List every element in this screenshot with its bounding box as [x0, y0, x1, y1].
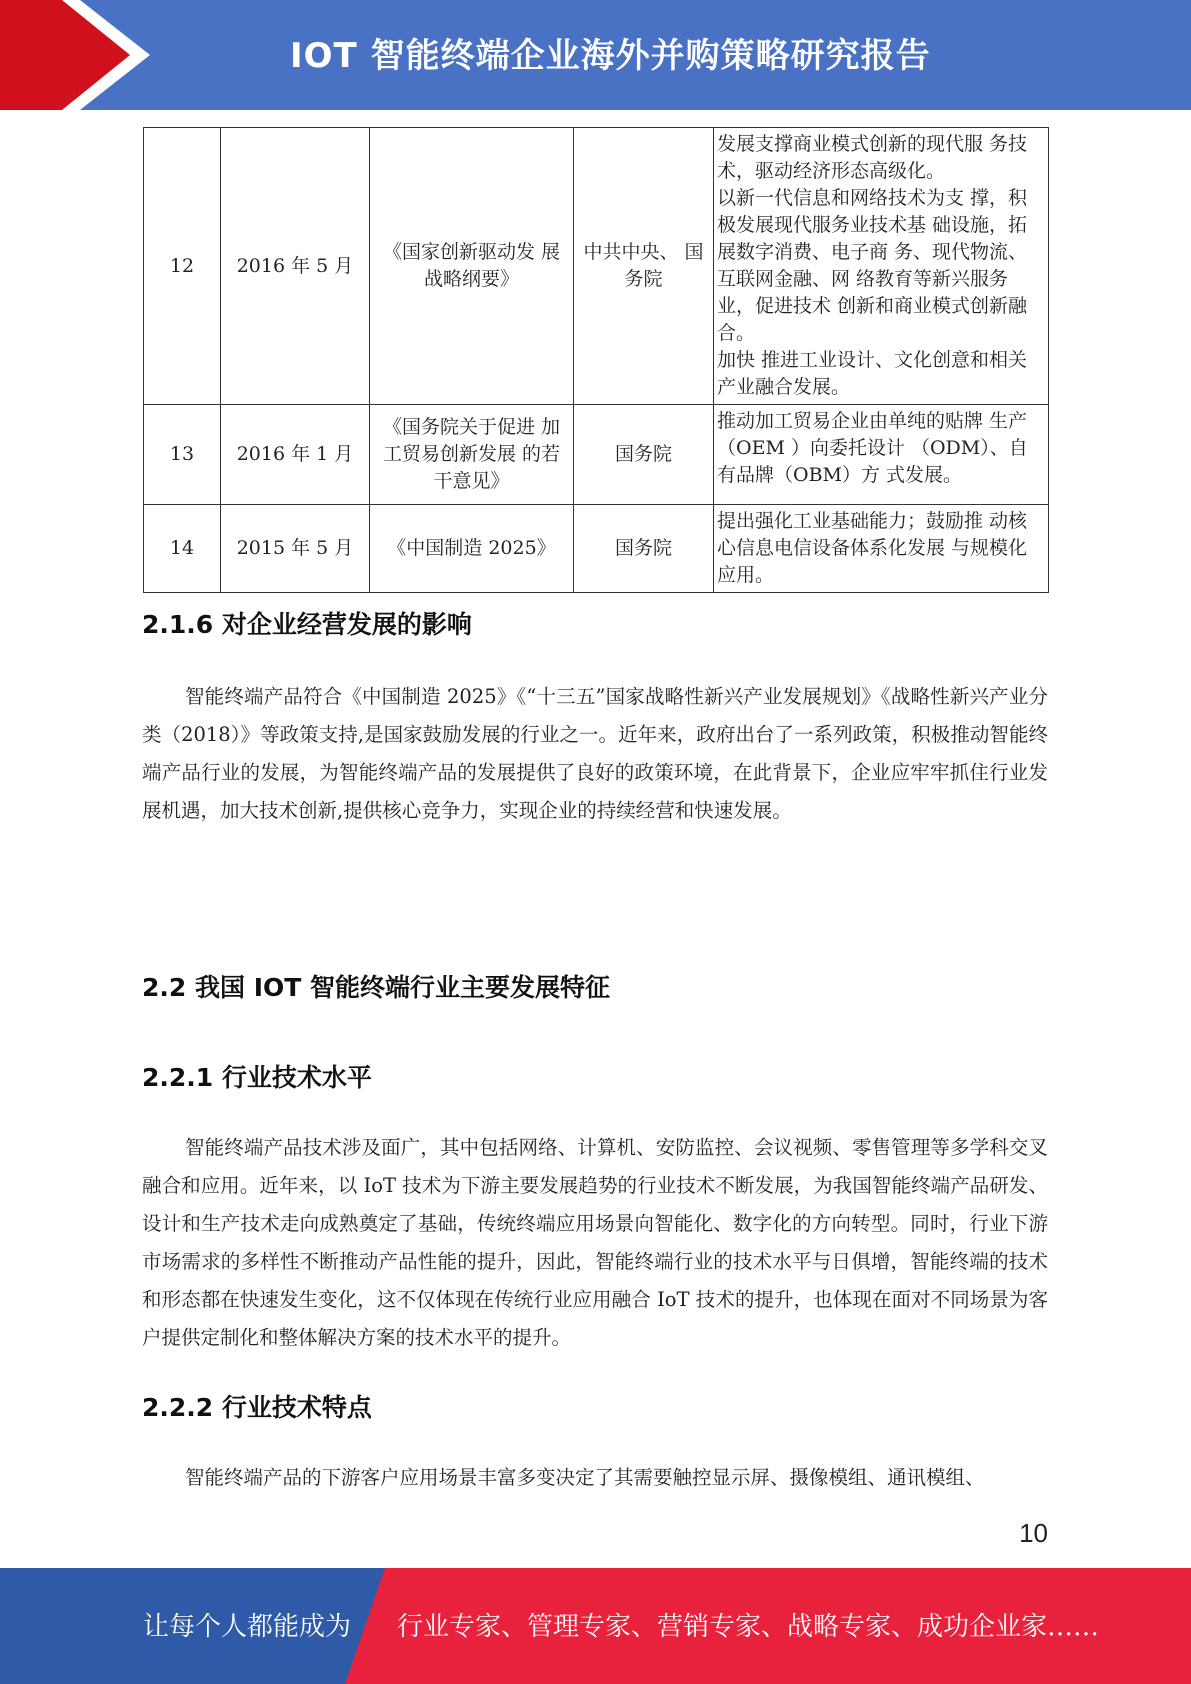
content-line: 发展支撑商业模式创新的现代服 务技术，驱动经济形态高级化。 — [717, 133, 1028, 182]
row-issuer: 国务院 — [574, 405, 714, 505]
table-row — [144, 505, 1049, 593]
section-heading-2-2-1: 2.2.1 行业技术水平 — [142, 1063, 372, 1092]
section-paragraph-2-1-6: 智能终端产品符合《中国制造 2025》《“十三五”国家战略性新兴产业发展规划》《战略性新兴产业分类（2018）》等政策支持,是国家鼓励发展的行业之一。近年来，政府出台了一系列政策，积极推动智能终端产品行业的发展，为智能终端产品的发展提供了良好的政策环境，在此背景下，企业应牢牢抓住行业发展机遇，加大技术创新,提供核心竞争力，实现企业的持续经营和快速发展。 — [142, 685, 1048, 822]
footer-slogan-left: 让每个人都能成为 — [143, 1612, 352, 1642]
content-line: 推动加工贸易企业由单纯的贴牌 生产（OEM ）向委托设计 （ODM）、自有品牌（OBM）方 式发展。 — [717, 410, 1028, 486]
report-title: IOT 智能终端企业海外并购策略研究报告 — [290, 36, 931, 76]
row-document: 《国务院关于促进 加工贸易创新发展 的若干意见》 — [370, 405, 574, 505]
section-paragraph-2-2-2: 智能终端产品的下游客户应用场景丰富多变决定了其需要触控显示屏、摄像模组、通讯模组、 — [185, 1466, 985, 1489]
section-heading-2-2: 2.2 我国 IOT 智能终端行业主要发展特征 — [142, 973, 611, 1002]
row-document: 《国家创新驱动发 展战略纲要》 — [370, 128, 574, 405]
section-heading-2-2-2: 2.2.2 行业技术特点 — [142, 1393, 372, 1422]
section-heading-2-1-6: 2.1.6 对企业经营发展的影响 — [142, 610, 472, 639]
row-content — [714, 128, 1049, 405]
content-line: 提出强化工业基础能力；鼓励推 动核心信息电信设备体系化发展 与规模化应用。 — [717, 510, 1028, 586]
page-number: 10 — [1019, 1518, 1048, 1548]
page-header — [0, 0, 1191, 110]
footer-slogan-right: 行业专家、管理专家、营销专家、战略专家、成功企业家…… — [397, 1612, 1100, 1642]
row-number: 14 — [144, 505, 221, 593]
row-number: 13 — [144, 405, 221, 505]
row-issuer: 中共中央、 国务院 — [574, 128, 714, 405]
row-content — [714, 505, 1049, 593]
row-issuer: 国务院 — [574, 505, 714, 593]
section-paragraph-2-2-1: 智能终端产品技术涉及面广，其中包括网络、计算机、安防监控、会议视频、零售管理等多学科交叉融合和应用。近年来，以 IoT 技术为下游主要发展趋势的行业技术不断发展，为我国智能终端产品研发、设计和生产技术走向成熟奠定了基础，传统终端应用场景向智能化、数字化的方向转型。同时，行业下游市场需求的多样性不断推动产品性能的提升，因此，智能终端行业的技术水平与日俱增，智能终端的技术和形态都在快速发生变化，这不仅体现在传统行业应用融合 IoT 技术的提升，也体现在面对不同场景为客户提供定制化和整体解决方案的技术水平的提升。 — [142, 1136, 1048, 1349]
table-row — [144, 405, 1049, 505]
row-document: 《中国制造 2025》 — [370, 505, 574, 593]
row-content — [714, 405, 1049, 505]
row-date: 2016 年 1 月 — [221, 405, 370, 505]
row-date: 2016 年 5 月 — [221, 128, 370, 405]
row-number: 12 — [144, 128, 221, 405]
table-row — [144, 128, 1049, 405]
policy-table — [143, 127, 1049, 593]
content-line: 加快 推进工业设计、文化创意和相关产业融合发展。 — [717, 349, 1028, 398]
row-date: 2015 年 5 月 — [221, 505, 370, 593]
page-footer — [0, 1568, 1191, 1684]
content-line: 以新一代信息和网络技术为支 撑，积极发展现代服务业技术基 础设施，拓展数字消费、电子商 务、现代物流、互联网金融、网 络教育等新兴服务业，促进技术 创新和商业模式创新融合。 — [717, 187, 1028, 344]
